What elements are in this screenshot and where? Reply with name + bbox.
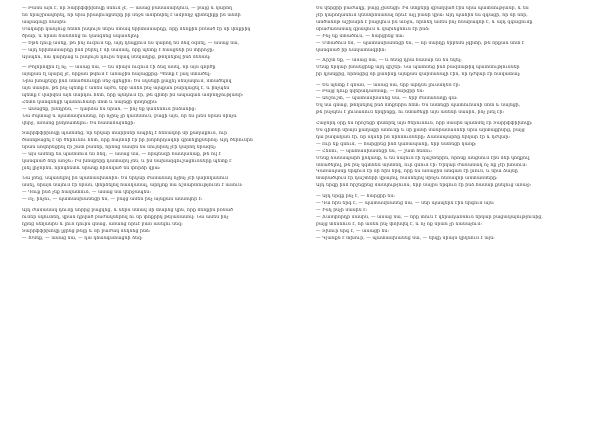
text-line: — Ճամփորդի մասին, — ասաց նա, — որը տուն է վերադառնում երկար բացակայությունից, [316, 214, 543, 220]
text-line: կանգնած ձեր առջև։ Իմ խոսքերը դատարկ չեն, և իմ նախազգուշացումները պետք է [22, 159, 232, 165]
text-line: այնքան էլ պարզ չէ, որքան թվում է առաջին հայացքից։ Պետք է լավ մտածել։ [22, 72, 211, 78]
text-line: ասել, միայն նայում էի նրան, փորձելով հասկանալ, արդյոք նա ճշմարտությունն է ասում։ [22, 183, 243, 189]
text-line: Հաջորդ օրը ես որոշեցի փնտրել այն ծերունուն, որի մասին պատմել էր Տարիֆֆիխովը։ [316, 120, 533, 126]
text-line: — Այս ամենը ես պատմում եմ ձեզ, — ասաց նա, — որպեսզի հասկանաք, թե ով է [22, 152, 221, 158]
text-line: այն մասին, թե ինչ պետք է անեմ այժմ, երբ ամեն ինչ այսքան բարդացել է, և ինչպես [22, 85, 230, 91]
text-line: — Եթե դուք ասեք, թե ինչ ուզում եք, այդ դեպքում ես կարող եմ ձեզ օգնել, — ասաց նա, [22, 40, 240, 46]
text-line: անծանոթ աշխարհ է բացվում իմ առջև, որտեղ ամեն ինչ հնարավոր է, և այդ զգացումը [316, 19, 533, 25]
text-line: Տարիֆֆիխովը պատմեց, որ երկար տարիներ ապրել է հեռավոր մի քաղաքում, ուր [22, 131, 228, 137]
text-line: — Խմեք, — ասաց նա, — դա կհանգստացնի ձեզ։ [22, 235, 143, 241]
text-line: մտածելով, թե ինչ կգտնեմ այնտեղ, ուր գնում էի։ Երկար ժամանակ ոչ ոք չէր խոսում։ [316, 162, 527, 168]
text-line: Մենք ճանապարհ ընկանք, և ես նայում էի դաշտերին, որոնք անցնում էին մեր կողքով, [316, 155, 531, 161]
text-line: — Ճիշտ եք, — ասաց նա, — և հենց դրա համար եմ ես եկել։ [316, 58, 462, 64]
text-line: կանգնած իր ճակատագրին։ [316, 47, 387, 53]
text-line: ծանոթացել է մի ծերունու հետ, որը հայտնի էր իր խորհրդավոր գիտելիքներով։ Այդ ծերունին [22, 138, 253, 144]
text-line: վերջ, առանց ընդհատելու։ Ես համաձայնեցի։ [22, 120, 135, 126]
text-line: պետք է վարվեմ այն մարդու հետ, որը պնդում էր, թե գիտի իմ ապագան ամբողջությամբ։ [22, 92, 244, 98]
text-line: — Դուք ինձ չեք հավատում, — ասաց նա վերջապես։ [22, 190, 152, 196]
text-line: Մենք երկար խոսեցինք այդ գիշեր։ Նա պատմեց ինձ բազմաթիվ պատմություններ [316, 65, 520, 71]
text-line: չէի կարողանում կենտրոնանալ որևէ այլ բանի վրա։ Այդ պահին ես զգացի, որ մի նոր, [316, 12, 528, 18]
text-line: — Ասացեք, խնդրեմ, — դարձա ես նրան, — ինչ եք կամենում ինձանից։ [22, 106, 197, 112]
text-line: ծրար, և նրան հանձնեց ու կանգնեց սպասելով։ [22, 33, 140, 39]
text-line: — Ինչ եք մտածում, — հարցրեց նա։ [316, 33, 405, 39]
text-line: — Հեռու, — պատասխանեցի ես, — շատ հեռու։ [316, 148, 433, 154]
text-line: դա բավական էր, որ սկսեի իմ որոնումները։ Ճանապարհը երկար էր և դժվար։ [316, 134, 511, 140]
text-line: Կառապանը երգում էր մի հին երգ, որը ես առաջին անգամ էի լսում, և նրա ձայնը [316, 169, 518, 175]
text-line: Նա ժպտաց և պատասխանեց, որ ոչինչ չի կամենում, բացի այն, որ ես լսեմ նրան մինչև [22, 113, 237, 119]
text-line: Տարիֆֆիխովը լցրեց թեյը և մի բաժակ մեկնեց ինձ։ [22, 228, 151, 234]
text-line: Ես վերցրի բաժակը, բայց չխմեցի։ Իմ մտքերը զբաղված էին նրա պատմությամբ, և ես [316, 6, 529, 11]
text-line: Հետո կանգնեցի պատուհանի մոտ և նայեցի փողոցին։ [22, 99, 158, 105]
text-line: — Այդ երգը ինչ է, — հարցրի ես։ [316, 193, 395, 199]
text-line: — Բայց դուք կվերադառնաք, — հարցրի ես։ [316, 89, 425, 95]
text-line: լսել լրջորեն, որովհետև նրանք հիմնված են փորձի վրա։ [22, 165, 161, 171]
text-line: Նրա խոսքերը ինձ մտածմունքի մեջ գցեցին։ Ես սկսեցի քայլել սենյակում, մտածելով [22, 79, 232, 85]
text-line: Ես գիտեի միայն քաղաքի անունը և մի քանի մանրամասներ նրա արտաքինից, բայց [316, 127, 525, 133]
text-line: — Բոլորովին էլ ոչ, — ասաց նա, — ես միայն ուզում էի ձեզ ասել, որ այս գործը [22, 65, 216, 71]
text-line: Նա լռեց, սպասելով իմ պատասխանին։ Ես երկար ժամանակ ոչինչ չէի կարողանում [22, 176, 229, 182]
text-line: տարածվում էր դաշտերի վրայով, հասնելով մինչև հեռավոր անտառները։ [316, 176, 498, 182]
text-line: — Տխուր երգ է, — ասացի ես։ [316, 228, 390, 234]
left-column [22, 6, 290, 243]
text-line: Մակարի կանչուց հետո իսկույն ներս մտավ երիտասարդը, որը ձեռքին բռնած էր մի փոքրիկ [22, 26, 251, 32]
text-line: — Ոչ, ինչու, — պատասխանեցի ես, — բայց ամեն ինչ այնքան անսովոր է։ [22, 197, 203, 203]
text-line: — այդ երիտասարդը ինձ բերել է մի նամակ, որը պետք է հասցնեի իմ տիրոջը։ [22, 47, 215, 53]
text-line: — Դա հին երգ է, — պատասխանեց նա, — մեր պապերն էին երգում այն։ [316, 200, 495, 206]
text-line: — Մտածում եմ, — պատասխանեցի ես, — որ մարդը երբեմն չգիտի, թե որքան մոտ է [316, 40, 525, 46]
text-line: բայց տեսնում է, որ ամեն ինչ փոխվել է, և ոչ ոք նրան չի ճանաչում։ [316, 221, 482, 227]
text-line: ապագայի մասին։ [22, 19, 67, 25]
text-line: իր կյանքից, որոնցից մի քանիսը այնքան զարմանալի էին, որ դժվար էր հավատալ։ [316, 72, 521, 78]
text-line: — Ուր եք գնում, — հարցրեց ինձ կառապանը, երբ նստեցի կառք։ [316, 141, 477, 147]
text-line: ուներ սկուտեղ, վրան դրված բաժակներով ու մի փոքրիկ թեյամանով։ Նա ամեն ինչ [22, 214, 229, 220]
text-line: թե ինչպես է լուսանում երկինքը, ու մտածեցի այն ամենի մասին, ինչ լսել էի։ [316, 110, 505, 116]
text-line: միաժամանակ գրավում և վախեցնում էր ինձ։ [316, 26, 430, 32]
text-line: — Անշուշտ, — պատասխանեց նա, — երբ ժամանակը գա։ [316, 96, 458, 102]
text-line: եմ երաշխավորել, որ նրա իրավունքները իր մեջն ամփոփել է ամբողջ գիտելիքը իմ անձի [22, 12, 241, 18]
text-line: Այդ երգը ինձ հիշեցրեց մանկությունս, երբ մայրս երգում էր ինձ համար քնելուց առաջ։ [316, 183, 532, 189]
text-line: դրեց սեղանին և լուռ դուրս գնաց, առանց որևէ բառ ասելու մեզ։ [22, 221, 183, 227]
text-line: Այդ ժամանակ դուռը նորից բացվեց, և ներս մտավ մի տարեց կին, որը ձեռքին բռնած [22, 207, 234, 213]
text-line: Այսպես, նա կարդաց և իսկույն դուրս եկավ սենյակից, թողնելով ինձ մենակ։ [22, 54, 211, 60]
text-line: նրան սովորեցրել էր շատ բաներ, որոնց մասին ես նույնիսկ չէի կարող երազել։ [22, 145, 217, 151]
text-line: — Կյանքն է տխուր, — պատասխանեց նա, — երգը միայն կրկնում է այն։ [316, 235, 495, 241]
text-line: — Ես պետք է գնամ, — ասաց նա, երբ արդեն լուսադեմ էր։ [316, 82, 461, 88]
text-line: — Իսկ ինչի մասին է։ [316, 207, 368, 213]
text-line: Եվ նա գնաց, թողնելով ինձ մտքերիս հետ։ Ես նստեցի պատուհանի մոտ և նայեցի, [316, 103, 521, 109]
right-column [316, 6, 584, 243]
text-line: — Բանն այն է, որ Տարիֆֆիխովը մնում չէ, — ասաց բանասարկուն, — բայց և կարող [22, 6, 233, 11]
